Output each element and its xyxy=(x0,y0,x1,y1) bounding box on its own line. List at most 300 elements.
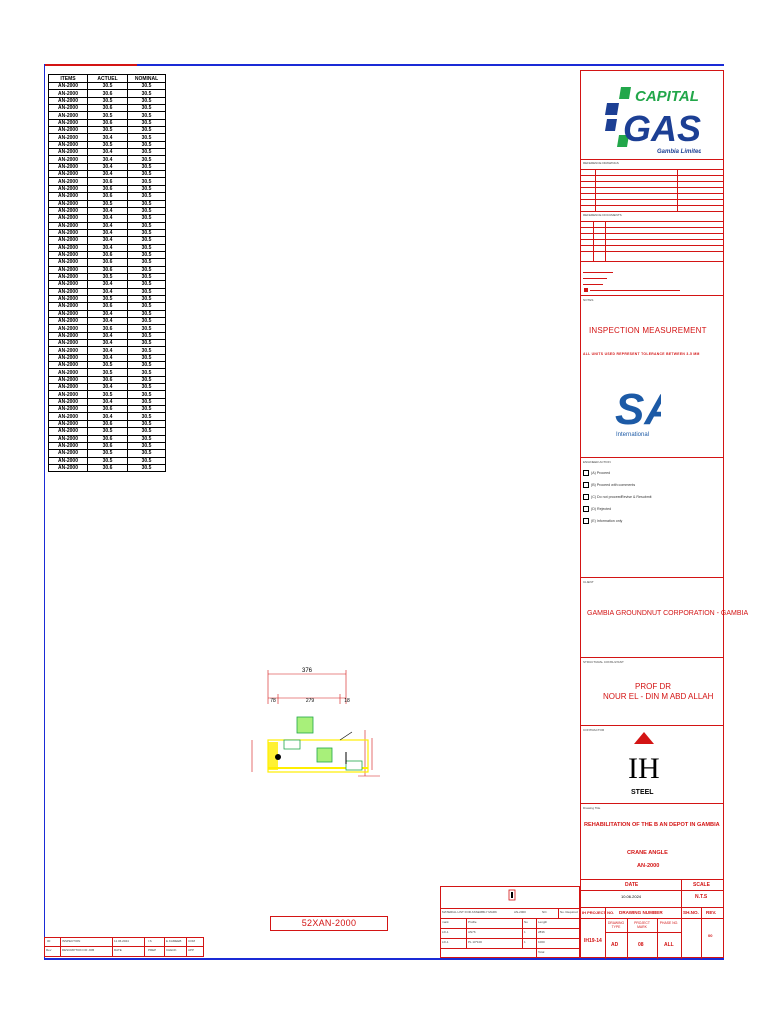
sa-logo-sub: International xyxy=(616,432,650,438)
item-cell: AN-2000 xyxy=(49,362,88,369)
actuel-cell: 30.5 xyxy=(88,97,128,104)
nominal-cell: 30.5 xyxy=(128,303,166,310)
nominal-cell: 30.5 xyxy=(128,464,166,471)
item-cell: AN-2000 xyxy=(49,97,88,104)
client-label: CLIENT xyxy=(583,580,594,584)
actuel-cell: 30.4 xyxy=(88,156,128,163)
item-cell: AN-2000 xyxy=(49,90,88,97)
item-cell: AN-2000 xyxy=(49,207,88,214)
rev-header-desc: DESCRIPTION OF JOB xyxy=(62,948,95,952)
section-mark-icon xyxy=(508,888,516,900)
action-c-extra-label: Revise & Resubmit xyxy=(621,495,652,499)
material-row-1-length: 2836 xyxy=(538,930,545,934)
items-table-row xyxy=(49,369,166,376)
actuel-cell: 30.6 xyxy=(88,266,128,273)
scale-value: N.T.S xyxy=(695,894,708,900)
actuel-cell: 30.4 xyxy=(88,171,128,178)
actuel-cell: 30.4 xyxy=(88,215,128,222)
nominal-cell: 30.5 xyxy=(128,398,166,405)
actuel-cell: 30.5 xyxy=(88,369,128,376)
items-table-row xyxy=(49,332,166,339)
material-list-block xyxy=(440,886,580,958)
nominal-cell: 30.5 xyxy=(128,428,166,435)
notes-section xyxy=(581,295,723,457)
actuel-cell: 30.4 xyxy=(88,237,128,244)
logo-gambia-text: Gambia Limited xyxy=(657,149,701,155)
item-cell: AN-2000 xyxy=(49,310,88,317)
actuel-cell: 30.6 xyxy=(88,259,128,266)
item-cell: AN-2000 xyxy=(49,222,88,229)
material-row-2-no: 1 xyxy=(524,940,526,944)
material-list-mark: AN-2000 xyxy=(514,910,526,914)
actuel-cell: 30.5 xyxy=(88,83,128,90)
item-cell: AN-2000 xyxy=(49,171,88,178)
action-e-checkbox[interactable] xyxy=(583,518,589,524)
actuel-cell: 30.5 xyxy=(88,200,128,207)
nominal-cell: 30.5 xyxy=(128,229,166,236)
items-table-row xyxy=(49,156,166,163)
item-cell: AN-2000 xyxy=(49,251,88,258)
item-cell: AN-2000 xyxy=(49,384,88,391)
items-table-row xyxy=(49,450,166,457)
item-cell: AN-2000 xyxy=(49,193,88,200)
nominal-cell: 30.5 xyxy=(128,251,166,258)
material-row-2-mark: LD-1 xyxy=(442,940,449,944)
nominal-cell: 30.5 xyxy=(128,134,166,141)
items-table-row xyxy=(49,428,166,435)
actuel-cell: 30.5 xyxy=(88,457,128,464)
actuel-cell: 30.5 xyxy=(88,362,128,369)
nominal-cell: 30.5 xyxy=(128,406,166,413)
title-block xyxy=(580,70,749,958)
nominal-cell: 30.5 xyxy=(128,413,166,420)
material-col-profile: Profile xyxy=(468,920,477,924)
item-cell: AN-2000 xyxy=(49,163,88,170)
item-cell: AN-2000 xyxy=(49,244,88,251)
actuel-cell: 30.6 xyxy=(88,303,128,310)
items-table-row xyxy=(49,347,166,354)
actuel-cell: 30.6 xyxy=(88,105,128,112)
drawing-type-value: AD xyxy=(611,942,619,948)
item-cell: AN-2000 xyxy=(49,450,88,457)
items-table-row xyxy=(49,97,166,104)
actuel-cell: 30.4 xyxy=(88,149,128,156)
nominal-cell: 30.5 xyxy=(128,244,166,251)
actuel-cell: 30.6 xyxy=(88,90,128,97)
actuel-cell: 30.4 xyxy=(88,347,128,354)
items-table-row xyxy=(49,340,166,347)
item-cell: AN-2000 xyxy=(49,105,88,112)
nominal-cell: 30.5 xyxy=(128,450,166,457)
actuel-cell: 30.4 xyxy=(88,398,128,405)
actuel-cell: 30.6 xyxy=(88,420,128,427)
nominal-cell: 30.5 xyxy=(128,347,166,354)
item-cell: AN-2000 xyxy=(49,288,88,295)
rev-header-prep: PREP xyxy=(148,948,157,952)
items-table-row xyxy=(49,266,166,273)
reference-documents-label: REFERENCE DOCUMENTS xyxy=(583,213,622,217)
sa-logo-text: S xyxy=(615,385,645,434)
items-table-row xyxy=(49,318,166,325)
material-list-weight-label: No. Required xyxy=(560,910,578,914)
client-section xyxy=(581,577,749,657)
rev-header-check: CHECK xyxy=(166,948,177,952)
actuel-cell: 30.4 xyxy=(88,332,128,339)
actuel-cell: 30.5 xyxy=(88,112,128,119)
items-table-row xyxy=(49,244,166,251)
item-cell: AN-2000 xyxy=(49,266,88,273)
nominal-cell: 30.5 xyxy=(128,200,166,207)
nominal-cell: 30.5 xyxy=(128,259,166,266)
rev-header-date: DATE xyxy=(114,948,122,952)
consultant-line-2: NOUR EL - DIN M ABD ALLAH xyxy=(603,692,714,701)
item-cell: AN-2000 xyxy=(49,435,88,442)
items-table-row xyxy=(49,207,166,214)
material-col-no: No xyxy=(524,920,528,924)
sheet-frame-top xyxy=(44,64,724,66)
sheet-frame-left xyxy=(44,64,45,960)
item-cell: AN-2000 xyxy=(49,295,88,302)
nominal-cell: 30.5 xyxy=(128,266,166,273)
actuel-cell: 30.4 xyxy=(88,384,128,391)
actuel-cell: 30.4 xyxy=(88,229,128,236)
rev-value: 00 xyxy=(708,933,713,938)
notes-label: NOTES xyxy=(583,298,594,302)
material-row-1-mark: LD-1 xyxy=(442,930,449,934)
item-cell: AN-2000 xyxy=(49,134,88,141)
actuel-cell: 30.4 xyxy=(88,281,128,288)
rev-app: COM xyxy=(188,939,195,943)
action-c-checkbox[interactable] xyxy=(583,494,589,500)
logo-gas-text: GAS xyxy=(623,108,701,149)
consultant-section xyxy=(581,657,723,725)
sheet-frame-top-accent xyxy=(44,64,137,66)
items-table-row xyxy=(49,406,166,413)
consultant-line-1: PROF DR xyxy=(635,682,671,691)
items-table-row xyxy=(49,398,166,405)
items-table-row xyxy=(49,435,166,442)
items-table-row xyxy=(49,295,166,302)
item-cell: AN-2000 xyxy=(49,340,88,347)
material-row-2-profile: PL 10*100 xyxy=(468,940,482,944)
legend-section xyxy=(581,261,723,295)
drawing-title-section xyxy=(581,803,723,879)
item-cell: AN-2000 xyxy=(49,420,88,427)
nominal-cell: 30.5 xyxy=(128,332,166,339)
nominal-cell: 30.5 xyxy=(128,207,166,214)
nominal-cell: 30.5 xyxy=(128,288,166,295)
material-col-length: Length xyxy=(538,920,548,924)
action-a-label: (A) Proceed xyxy=(591,471,611,475)
actuel-cell: 30.4 xyxy=(88,413,128,420)
actuel-cell: 30.6 xyxy=(88,442,128,449)
nominal-cell: 30.5 xyxy=(128,281,166,288)
items-table-row xyxy=(49,237,166,244)
drawing-title-label: Drawing Title xyxy=(583,806,601,810)
item-cell: AN-2000 xyxy=(49,156,88,163)
engineer-action-label: ENGINEER ACTION xyxy=(583,460,611,464)
material-row-1-no: 1 xyxy=(524,930,526,934)
items-table-row xyxy=(49,119,166,126)
item-cell: AN-2000 xyxy=(49,464,88,471)
items-table-row xyxy=(49,251,166,258)
actuel-cell: 30.6 xyxy=(88,193,128,200)
actuel-cell: 30.4 xyxy=(88,340,128,347)
items-table-row xyxy=(49,222,166,229)
action-b-checkbox[interactable] xyxy=(583,482,589,488)
ih-logo-letters: IH xyxy=(628,752,660,785)
actuel-cell: 30.6 xyxy=(88,406,128,413)
nominal-cell: 30.5 xyxy=(128,340,166,347)
nominal-cell: 30.5 xyxy=(128,83,166,90)
actuel-cell: 30.4 xyxy=(88,163,128,170)
actuel-cell: 30.5 xyxy=(88,450,128,457)
items-table-row xyxy=(49,134,166,141)
items-table-row xyxy=(49,171,166,178)
nominal-cell: 30.5 xyxy=(128,90,166,97)
items-table-row xyxy=(49,457,166,464)
item-cell: AN-2000 xyxy=(49,149,88,156)
nominal-cell: 30.5 xyxy=(128,442,166,449)
nominal-cell: 30.5 xyxy=(128,420,166,427)
date-value: 10.06.2024 xyxy=(621,894,642,899)
dim-mid: 279 xyxy=(305,698,315,704)
nominal-cell: 30.5 xyxy=(128,318,166,325)
actuel-cell: 30.6 xyxy=(88,435,128,442)
actuel-cell: 30.5 xyxy=(88,141,128,148)
rev-check: E.KAMEEB xyxy=(166,939,182,943)
item-cell: AN-2000 xyxy=(49,229,88,236)
reference-documents-section xyxy=(581,211,723,261)
nominal-cell: 30.5 xyxy=(128,376,166,383)
items-table-row xyxy=(49,325,166,332)
nominal-cell: 30.5 xyxy=(128,310,166,317)
items-col-header: ITEMS xyxy=(49,75,88,83)
actuel-cell: 30.5 xyxy=(88,127,128,134)
nominal-col-header: NOMINAL xyxy=(128,75,166,83)
actuel-cell: 30.4 xyxy=(88,318,128,325)
items-table-row xyxy=(49,376,166,383)
material-row-1-profile: AN76 xyxy=(468,930,476,934)
reference-drawings-section xyxy=(581,159,723,211)
items-table-row xyxy=(49,200,166,207)
item-cell: AN-2000 xyxy=(49,273,88,280)
actuel-cell: 30.4 xyxy=(88,310,128,317)
item-cell: AN-2000 xyxy=(49,369,88,376)
items-table-row xyxy=(49,149,166,156)
drawing-number-section xyxy=(581,907,723,958)
rev-header-app: APP xyxy=(188,948,195,952)
nominal-cell: 30.5 xyxy=(128,105,166,112)
item-cell: AN-2000 xyxy=(49,259,88,266)
items-table-row xyxy=(49,420,166,427)
nominal-cell: 30.5 xyxy=(128,354,166,361)
phase-value: ALL xyxy=(664,942,674,948)
action-e-label: (E) Information only xyxy=(591,519,623,523)
logo-capital-text: CAPITAL xyxy=(635,88,699,105)
item-cell: AN-2000 xyxy=(49,332,88,339)
actuel-cell: 30.6 xyxy=(88,325,128,332)
actuel-cell: 30.6 xyxy=(88,185,128,192)
item-cell: AN-2000 xyxy=(49,428,88,435)
items-table-row xyxy=(49,354,166,361)
assembly-mark-label: 52XAN-2000 xyxy=(270,916,388,931)
nominal-cell: 30.5 xyxy=(128,295,166,302)
item-cell: AN-2000 xyxy=(49,318,88,325)
nominal-cell: 30.5 xyxy=(128,97,166,104)
nominal-cell: 30.5 xyxy=(128,391,166,398)
nominal-cell: 30.5 xyxy=(128,112,166,119)
drawing-title: REHABILITATION OF THE B AN DEPOT IN GAMBIA xyxy=(584,822,720,828)
items-table-row xyxy=(49,163,166,170)
nominal-cell: 30.5 xyxy=(128,273,166,280)
date-scale-section xyxy=(581,879,723,907)
material-row-2-length: 1000 xyxy=(538,940,545,944)
nominal-cell: 30.5 xyxy=(128,156,166,163)
nominal-cell: 30.5 xyxy=(128,171,166,178)
item-cell: AN-2000 xyxy=(49,112,88,119)
item-cell: AN-2000 xyxy=(49,391,88,398)
inspection-title: INSPECTION MEASUREMENT xyxy=(589,326,707,335)
contractor-label: CONTRACTOR xyxy=(583,728,605,732)
item-cell: AN-2000 xyxy=(49,237,88,244)
nominal-cell: 30.5 xyxy=(128,193,166,200)
actuel-cell: 30.4 xyxy=(88,134,128,141)
item-cell: AN-2000 xyxy=(49,178,88,185)
sa-international-logo xyxy=(615,376,661,446)
project-no-label: IH PROJECT NO. xyxy=(582,910,615,915)
actuel-cell: 30.6 xyxy=(88,119,128,126)
items-measurement-table xyxy=(48,74,166,472)
actuel-cell: 30.5 xyxy=(88,273,128,280)
actuel-cell: 30.4 xyxy=(88,222,128,229)
items-table-row xyxy=(49,141,166,148)
items-table-row xyxy=(49,215,166,222)
project-mark-value: 08 xyxy=(638,942,644,948)
dim-left: 78 xyxy=(270,698,276,704)
nominal-cell: 30.5 xyxy=(128,178,166,185)
nominal-cell: 30.5 xyxy=(128,185,166,192)
item-cell: AN-2000 xyxy=(49,141,88,148)
rev-description: INSPECTION xyxy=(62,939,81,943)
nominal-cell: 30.5 xyxy=(128,362,166,369)
item-cell: AN-2000 xyxy=(49,325,88,332)
actuel-cell: 30.4 xyxy=(88,354,128,361)
item-cell: AN-2000 xyxy=(49,215,88,222)
project-mark-label: PROJECT MARK xyxy=(634,921,650,929)
item-cell: AN-2000 xyxy=(49,457,88,464)
actuel-col-header: ACTUEL xyxy=(88,75,128,83)
scale-label: SCALE xyxy=(693,882,710,888)
nominal-cell: 30.5 xyxy=(128,435,166,442)
dim-overall: 376 xyxy=(301,668,313,674)
project-no-value: IH19-14 xyxy=(584,938,602,944)
drawing-subtitle-2: AN-2000 xyxy=(637,863,660,869)
nominal-cell: 30.5 xyxy=(128,457,166,464)
actuel-cell: 30.5 xyxy=(88,295,128,302)
item-cell: AN-2000 xyxy=(49,376,88,383)
action-c-label: (C) Do not proceed xyxy=(591,495,622,499)
items-table-header-row xyxy=(49,75,166,83)
items-table-row xyxy=(49,384,166,391)
rev-date: 11.06.2024 xyxy=(114,939,129,943)
contractor-section xyxy=(581,725,723,803)
capital-gas-logo xyxy=(601,79,701,157)
item-cell: AN-2000 xyxy=(49,347,88,354)
actuel-cell: 30.6 xyxy=(88,251,128,258)
items-table-row xyxy=(49,273,166,280)
nominal-cell: 30.5 xyxy=(128,215,166,222)
date-label: DATE xyxy=(625,882,639,888)
sheet-frame-bottom xyxy=(44,958,724,960)
item-cell: AN-2000 xyxy=(49,354,88,361)
items-table-row xyxy=(49,112,166,119)
item-cell: AN-2000 xyxy=(49,281,88,288)
action-d-checkbox[interactable] xyxy=(583,506,589,512)
action-d-label: (D) Rejected xyxy=(591,507,612,511)
item-cell: AN-2000 xyxy=(49,83,88,90)
items-table-row xyxy=(49,127,166,134)
nominal-cell: 30.5 xyxy=(128,127,166,134)
item-cell: AN-2000 xyxy=(49,127,88,134)
drawing-type-label: DRAWING TYPE xyxy=(607,921,625,929)
sheet-no-label: SH.NO. xyxy=(683,910,699,915)
ih-logo-sub: STEEL xyxy=(631,789,654,796)
items-table-row xyxy=(49,310,166,317)
nominal-cell: 30.5 xyxy=(128,222,166,229)
actuel-cell: 30.6 xyxy=(88,376,128,383)
dim-right: 18 xyxy=(344,698,350,704)
nominal-cell: 30.5 xyxy=(128,163,166,170)
inspection-subtitle: ALL UNITS USED REPRESENT TOLERANCE BETWEEN 3-5 MM xyxy=(583,352,700,356)
material-list-qty-label: NO. xyxy=(542,910,548,914)
items-table-row xyxy=(49,362,166,369)
ih-steel-logo xyxy=(625,732,663,800)
items-table-row xyxy=(49,281,166,288)
items-table-row xyxy=(49,303,166,310)
item-cell: AN-2000 xyxy=(49,442,88,449)
phase-label: PHASE NO. xyxy=(659,921,679,925)
nominal-cell: 30.5 xyxy=(128,384,166,391)
items-table-body xyxy=(49,83,166,472)
client-name: GAMBIA GROUNDNUT CORPORATION - GAMBIA xyxy=(587,610,749,617)
items-table-row xyxy=(49,391,166,398)
item-cell: AN-2000 xyxy=(49,303,88,310)
items-table-row xyxy=(49,413,166,420)
items-table-row xyxy=(49,105,166,112)
item-cell: AN-2000 xyxy=(49,119,88,126)
item-cell: AN-2000 xyxy=(49,185,88,192)
actuel-cell: 30.6 xyxy=(88,178,128,185)
actuel-cell: 30.4 xyxy=(88,244,128,251)
nominal-cell: 30.5 xyxy=(128,119,166,126)
items-table-row xyxy=(49,229,166,236)
consultant-label: STRUCTURAL CONSULTANT xyxy=(583,660,624,664)
material-total-label: Total xyxy=(538,950,545,954)
actuel-cell: 30.4 xyxy=(88,288,128,295)
items-table-row xyxy=(49,288,166,295)
material-list-title: MATERIAL LIST FOR ASSEMBLY MARK xyxy=(442,910,498,914)
crane-angle-drawing xyxy=(240,660,390,795)
actuel-cell: 30.6 xyxy=(88,464,128,471)
nominal-cell: 30.5 xyxy=(128,369,166,376)
drawing-number-label: DRAWING NUMBER xyxy=(619,910,663,915)
rev-no: 00 xyxy=(47,939,51,943)
nominal-cell: 30.5 xyxy=(128,325,166,332)
items-table-row xyxy=(49,178,166,185)
action-a-checkbox[interactable] xyxy=(583,470,589,476)
nominal-cell: 30.5 xyxy=(128,141,166,148)
